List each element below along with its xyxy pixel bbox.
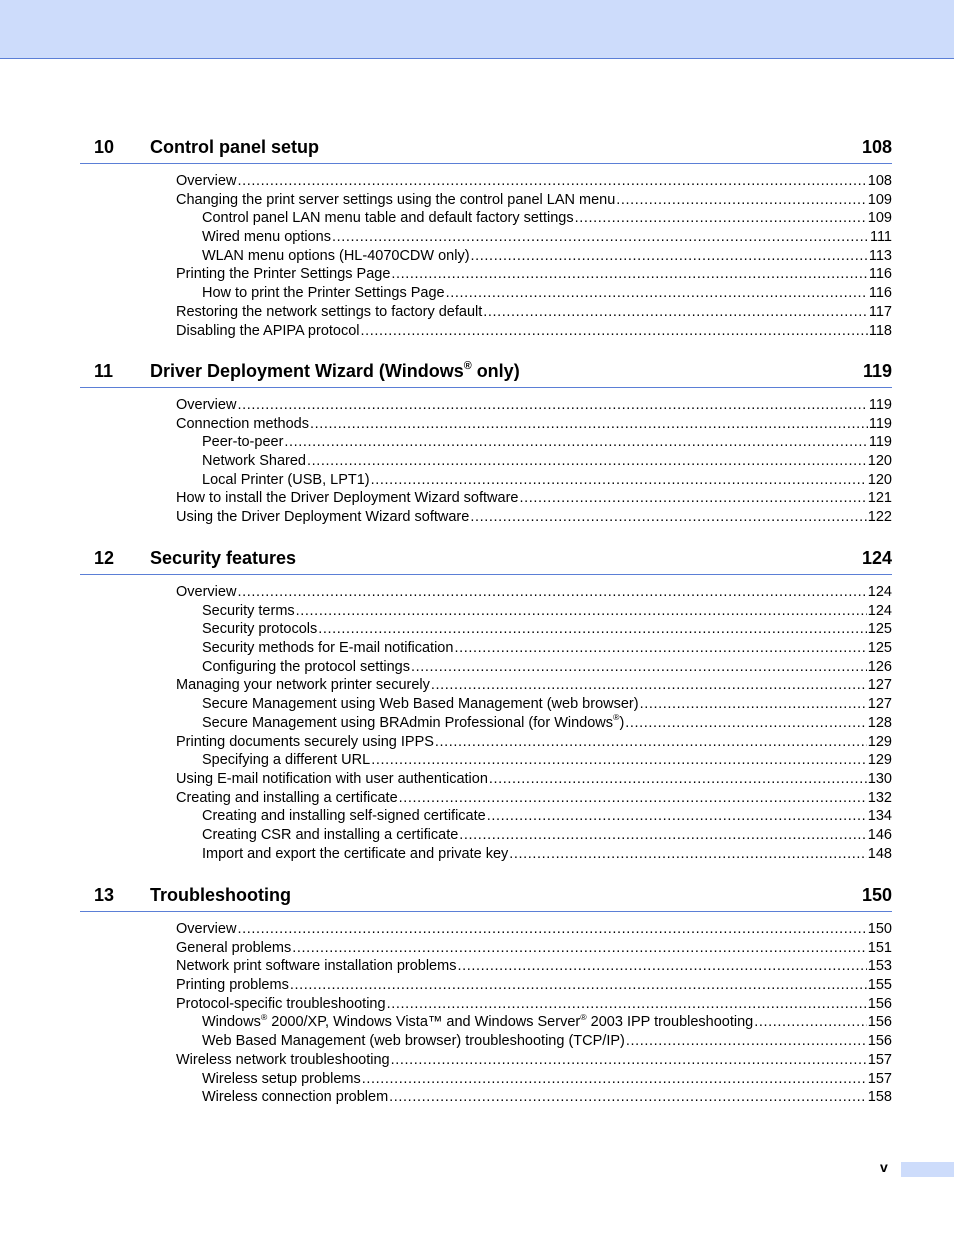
toc-entry-text-part: ) (619, 714, 625, 731)
toc-entry[interactable] (80, 957, 892, 976)
toc-entry[interactable] (80, 676, 892, 695)
dot-leader (509, 845, 867, 864)
toc-entry[interactable] (80, 322, 892, 341)
toc-entry-text: Creating CSR and installing a certificate (202, 826, 459, 843)
chapter-10 (80, 135, 892, 340)
toc-entry[interactable] (80, 770, 892, 789)
toc-entry-page: 109 (867, 210, 892, 227)
toc-entry-text: Printing problems (176, 977, 289, 994)
toc-entry-page: 119 (868, 434, 892, 451)
toc-entry-text: Local Printer (USB, LPT1) (202, 471, 370, 488)
dot-leader (487, 807, 867, 826)
toc-entry-text: Network print software installation problems (176, 958, 457, 975)
dot-leader (389, 1088, 867, 1107)
dot-leader (307, 452, 867, 471)
toc-entry-text: Restoring the network settings to factory default (176, 303, 483, 320)
toc-entry-text-part: Windows (202, 1014, 261, 1031)
toc-entry-text-part: 2000/XP, Windows Vista™ and Windows Server (267, 1014, 581, 1031)
toc-entry[interactable] (80, 714, 892, 733)
toc-entry[interactable] (80, 433, 892, 452)
chapter-number: 10 (94, 137, 115, 157)
dot-leader (387, 995, 867, 1014)
dot-leader (399, 789, 867, 808)
toc-entry-text: Using the Driver Deployment Wizard software (176, 509, 470, 526)
dot-leader (411, 658, 867, 677)
toc-entry[interactable] (80, 303, 892, 322)
toc-entry[interactable] (80, 191, 892, 210)
registered-mark: ® (463, 359, 472, 372)
toc-entry-page: 108 (867, 173, 892, 189)
toc-entry-page: 124 (867, 584, 892, 600)
toc-entry[interactable] (80, 1032, 892, 1051)
toc-entry-text: Wireless setup problems (202, 1070, 361, 1087)
dot-leader (391, 1051, 867, 1070)
toc-entry-page: 158 (867, 1089, 892, 1106)
chapter-heading[interactable] (80, 546, 892, 575)
toc-entry-page: 125 (867, 640, 892, 657)
toc-entry-page: 120 (867, 453, 892, 470)
toc-entry-page: 109 (867, 191, 892, 208)
chapter-title: Control panel setup (150, 137, 320, 157)
page-number: v (880, 1159, 888, 1175)
chapter-title: Security features (150, 548, 297, 568)
toc-entry[interactable] (80, 396, 892, 415)
toc-entry-text: Web Based Management (web browser) troubleshooting (TCP/IP) (202, 1033, 625, 1050)
dot-leader (237, 920, 866, 939)
registered-mark: ® (580, 1013, 587, 1022)
toc-entry[interactable] (80, 751, 892, 770)
dot-leader (454, 639, 866, 658)
toc-entry-text: Using E-mail notification with user authentication (176, 770, 488, 787)
toc-entry-page: 119 (868, 397, 892, 413)
dot-leader (237, 583, 866, 602)
toc-entry-page: 116 (868, 285, 892, 302)
toc-entry-page: 156 (867, 1033, 892, 1050)
toc-entry-page: 151 (867, 939, 892, 956)
dot-leader (471, 247, 868, 266)
chapter-entries (80, 920, 892, 1107)
toc-entry[interactable] (80, 508, 892, 527)
dot-leader (640, 695, 867, 714)
toc-entry-text: WLAN menu options (HL-4070CDW only) (202, 247, 470, 264)
toc-entry[interactable] (80, 976, 892, 995)
toc-entry-page: 116 (868, 266, 892, 283)
toc-entry-text: Printing documents securely using IPPS (176, 733, 434, 750)
dot-leader (489, 770, 867, 789)
toc-entry-text: How to install the Driver Deployment Wizard software (176, 490, 519, 507)
toc-entry-text: Overview (176, 173, 237, 189)
toc-entry-page: 125 (867, 621, 892, 638)
dot-leader (616, 191, 867, 210)
toc-entry-page: 157 (867, 1070, 892, 1087)
toc-entry-text: Specifying a different URL (202, 752, 371, 769)
chapter-12 (80, 546, 892, 863)
chapter-page: 150 (861, 885, 892, 905)
toc-entry-text: Configuring the protocol settings (202, 658, 410, 675)
chapter-page: 124 (861, 548, 892, 568)
dot-leader (625, 714, 867, 733)
toc-entry-page: 113 (868, 247, 892, 264)
toc-entry[interactable] (80, 247, 892, 266)
chapter-heading[interactable] (80, 883, 892, 912)
toc-entry-text-part: Secure Management using BRAdmin Professional (for Windows (202, 714, 614, 731)
toc-entry-page: 126 (867, 658, 892, 675)
toc-entry-page: 111 (869, 229, 892, 246)
toc-entry-text: Secure Management using Web Based Management (web browser) (202, 696, 639, 713)
dot-leader (361, 322, 868, 341)
toc-entry-page: 121 (867, 490, 892, 507)
dot-leader (371, 751, 867, 770)
toc-entry[interactable] (80, 639, 892, 658)
toc-entry[interactable] (80, 807, 892, 826)
toc-entry-text: Security protocols (202, 621, 318, 638)
toc-entry[interactable] (80, 620, 892, 639)
chapter-11 (80, 359, 892, 527)
toc-entry[interactable] (80, 471, 892, 490)
toc-entry[interactable] (80, 1070, 892, 1089)
toc-entry[interactable] (80, 228, 892, 247)
chapter-title (150, 359, 520, 383)
dot-leader (457, 957, 866, 976)
toc-entry-text: Overview (176, 921, 237, 937)
toc-entry-page: 124 (867, 602, 892, 619)
chapter-number: 13 (94, 885, 115, 905)
toc-entry-page: 127 (867, 677, 892, 694)
toc-entry-text: How to print the Printer Settings Page (202, 285, 445, 302)
toc-entry[interactable] (80, 1013, 892, 1032)
toc-entry-text: Wired menu options (202, 229, 331, 246)
toc-entry[interactable] (80, 658, 892, 677)
toc-entry-page: 122 (867, 509, 892, 526)
toc-entry[interactable] (80, 452, 892, 471)
toc-entry[interactable] (80, 265, 892, 284)
dot-leader (754, 1013, 867, 1032)
dot-leader (371, 471, 867, 490)
toc-entry-text: Security terms (202, 602, 295, 619)
toc-entry[interactable] (80, 602, 892, 621)
registered-mark: ® (613, 713, 620, 723)
toc-entry-page: 118 (868, 322, 892, 339)
header-band (0, 0, 954, 59)
dot-leader (459, 826, 867, 845)
toc-entry-page: 153 (867, 958, 892, 975)
toc-entry-text: Disabling the APIPA protocol (176, 322, 360, 339)
toc-entry-page: 146 (867, 826, 892, 843)
dot-leader (470, 508, 866, 527)
chapter-title: Troubleshooting (150, 885, 291, 905)
toc-entry-text: Control panel LAN menu table and default factory settings (202, 210, 574, 227)
toc-entry[interactable] (80, 172, 892, 191)
toc-entry-page: 129 (867, 733, 892, 750)
toc-entry-page: 148 (867, 845, 892, 862)
toc-entry-text: Wireless network troubleshooting (176, 1051, 390, 1068)
toc-entry-page: 128 (867, 714, 892, 731)
dot-leader (483, 303, 868, 322)
toc-entry-page: 134 (867, 808, 892, 825)
chapter-page: 108 (861, 137, 892, 157)
dot-leader (626, 1032, 867, 1051)
chapter-number: 11 (94, 361, 114, 381)
chapter-title-part: only) (471, 361, 520, 381)
toc-entry-text (202, 1013, 753, 1032)
toc-entry[interactable] (80, 1088, 892, 1107)
toc-entry-text: Import and export the certificate and private key (202, 845, 509, 862)
chapter-heading[interactable] (80, 135, 892, 164)
dot-leader (519, 489, 866, 508)
toc-entry[interactable] (80, 995, 892, 1014)
toc-entry[interactable] (80, 920, 892, 939)
dot-leader (318, 620, 867, 639)
chapter-entries (80, 172, 892, 340)
dot-leader (237, 172, 866, 191)
toc-entry[interactable] (80, 1051, 892, 1070)
chapter-number: 12 (94, 548, 115, 568)
toc-entry-page: 132 (867, 789, 892, 806)
toc-entry-text: Managing your network printer securely (176, 677, 430, 694)
toc-entry-page: 127 (867, 696, 892, 713)
toc-entry-page: 157 (867, 1051, 892, 1068)
toc-entry-page: 120 (867, 471, 892, 488)
toc-entry[interactable] (80, 845, 892, 864)
dot-leader (292, 939, 867, 958)
toc-entry-text: Network Shared (202, 453, 306, 470)
toc-entry-text: Wireless connection problem (202, 1089, 389, 1106)
toc-entry-page: 119 (868, 415, 892, 432)
toc-entry[interactable] (80, 789, 892, 808)
dot-leader (362, 1070, 867, 1089)
chapter-title-part: Driver Deployment Wizard (Windows (150, 361, 464, 381)
dot-leader (435, 733, 867, 752)
toc-entry[interactable] (80, 583, 892, 602)
registered-mark: ® (260, 1013, 268, 1022)
toc-entry-text: Creating and installing a certificate (176, 789, 398, 806)
toc-entry-text: General problems (176, 939, 292, 956)
chapter-heading[interactable] (80, 359, 892, 388)
toc-entry[interactable] (80, 415, 892, 434)
toc-entry[interactable] (80, 695, 892, 714)
toc-entry-text: Overview (176, 397, 237, 413)
toc-entry-text: Peer-to-peer (202, 434, 284, 451)
toc-entry-text-part: 2003 IPP troubleshooting (586, 1014, 754, 1031)
toc-entry[interactable] (80, 826, 892, 845)
toc-entry-page: 117 (868, 303, 892, 320)
toc-entry-text: Printing the Printer Settings Page (176, 266, 391, 283)
dot-leader (446, 284, 868, 303)
dot-leader (290, 976, 867, 995)
toc-entry[interactable] (80, 733, 892, 752)
toc-entry[interactable] (80, 284, 892, 303)
chapter-13 (80, 883, 892, 1107)
chapter-page: 119 (862, 361, 892, 381)
toc-entry-text (202, 714, 624, 733)
chapter-entries (80, 583, 892, 863)
toc-entry[interactable] (80, 939, 892, 958)
toc-entry-text: Overview (176, 584, 237, 600)
toc-entry-text: Security methods for E-mail notification (202, 640, 454, 657)
toc-entry-page: 155 (867, 977, 892, 994)
toc-entry-page: 129 (867, 752, 892, 769)
toc-entry-text: Connection methods (176, 415, 309, 432)
footer-tab (901, 1162, 954, 1177)
toc-entry-page: 130 (867, 770, 892, 787)
toc-entry[interactable] (80, 489, 892, 508)
dot-leader (575, 209, 867, 228)
toc-entry[interactable] (80, 209, 892, 228)
chapter-entries (80, 396, 892, 527)
toc-entry-text: Creating and installing self-signed certificate (202, 808, 486, 825)
dot-leader (237, 396, 867, 415)
toc-entry-page: 156 (867, 1014, 892, 1031)
toc-entry-page: 156 (867, 995, 892, 1012)
dot-leader (296, 602, 867, 621)
dot-leader (391, 265, 867, 284)
dot-leader (310, 415, 868, 434)
dot-leader (284, 433, 867, 452)
toc-entry-text: Changing the print server settings using the control panel LAN menu (176, 191, 616, 208)
toc-entry-page: 150 (867, 921, 892, 937)
dot-leader (431, 676, 867, 695)
toc-entry-text: Protocol-specific troubleshooting (176, 995, 386, 1012)
dot-leader (332, 228, 869, 247)
